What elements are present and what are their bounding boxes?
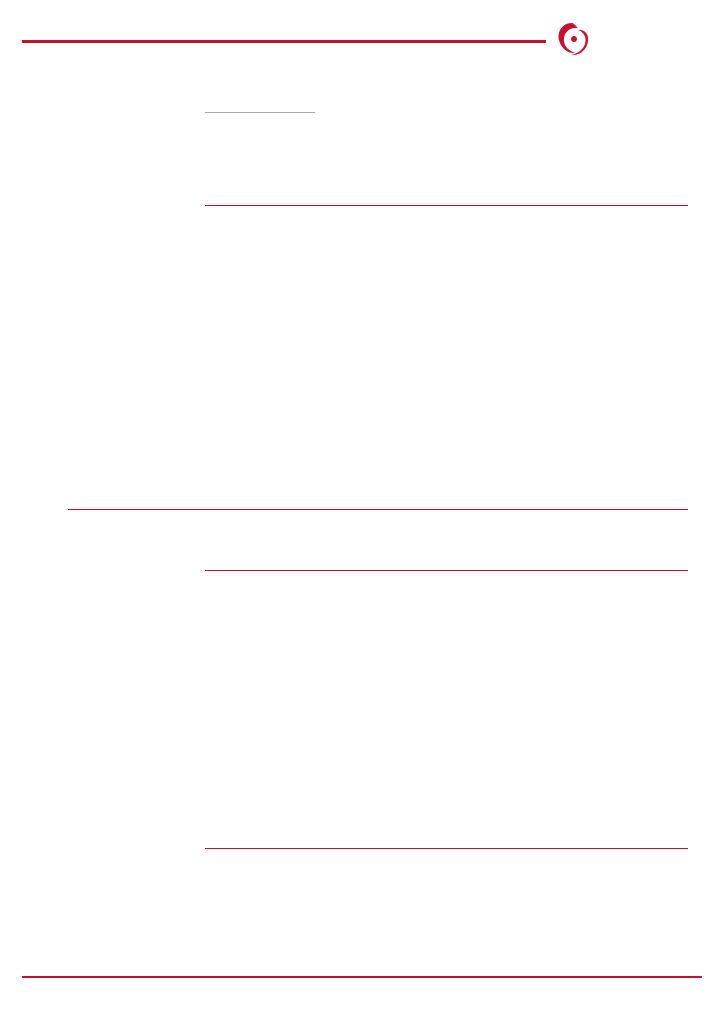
company-logo bbox=[554, 20, 714, 58]
figure2-bottom-rule bbox=[205, 848, 688, 849]
industry-returns-chart bbox=[70, 210, 690, 510]
figure1-bottom-rule bbox=[68, 509, 688, 510]
header-divider bbox=[22, 40, 546, 43]
figure1-top-rule bbox=[205, 205, 688, 206]
figure2-top-rule bbox=[205, 570, 688, 571]
subsector-returns-chart bbox=[225, 580, 665, 845]
footer-divider bbox=[22, 976, 702, 978]
dragon-logo-icon bbox=[554, 20, 590, 58]
section-title-underline bbox=[205, 112, 315, 113]
